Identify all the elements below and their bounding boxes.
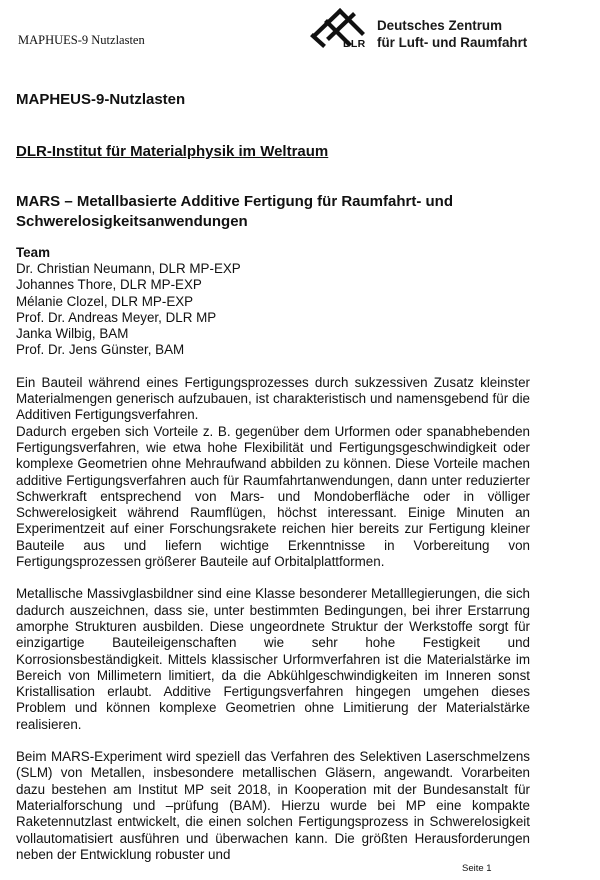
organization-line-1: Deutsches Zentrum [377,18,503,33]
logo-wordmark: DLR [343,38,366,50]
institute-heading: DLR-Institut für Materialphysik im Weltraum [16,143,329,160]
paragraph-intro: Ein Bauteil während eines Fertigungsprozesses durch sukzessiven Zusatz kleinster Materialmengen generisch aufzubauen, ist charakteristisch und namensgebend für die Additiven Fertigungsverfahren. [16,374,530,423]
experiment-title [16,192,530,232]
paragraph-mars-experiment: Beim MARS-Experiment wird speziell das Verfahren des Selektiven Laserschmelzens (SLM) von Metallen, insbesondere metallischen Gläsern, angewandt. Vorarbeiten dazu bestehen am Institut MP seit 2018, in Kooperation mit der Bundesanstalt für Materialforschung und –prüfung (BAM). Hierzu wurde bei MP eine kompakte Raketennutzlast entwickelt, die einen solchen Fertigungsprozess in Schwerelosigkeit vollautomatisiert ausführen und überwachen kann. Die größten Herausforderungen neben der Entwicklung robuster und [16,749,530,862]
team-member: Johannes Thore, DLR MP-EXP [16,277,202,293]
team-member: Prof. Dr. Jens Günster, BAM [16,342,185,358]
team-member: Dr. Christian Neumann, DLR MP-EXP [16,261,241,276]
team-member: Janka Wilbig, BAM [16,326,129,342]
team-member: Mélanie Clozel, DLR MP-EXP [16,293,194,309]
team-member: Prof. Dr. Andreas Meyer, DLR MP [16,309,217,325]
experiment-title-line-2: Schwerelosigkeitsanwendungen [16,213,248,230]
experiment-title-line-1: MARS – Metallbasierte Additive Fertigung für Raumfahrt- und [16,193,453,210]
page-title: MAPHEUS-9-Nutzlasten [16,91,186,108]
page-number: Seite 1 [462,863,492,874]
team-label: Team [16,245,50,260]
paragraph-metallic-glasses: Metallische Massivglasbildner sind eine Klasse besonderer Metalllegierungen, die sich dadurch auszeichnen, dass sie, unter bestimmten Bedingungen, bei ihrer Erstarrung amorphe Strukturen ausbilden. Diese ungeordnete Struktur der Werkstoffe sorgt für einzigartige Bauteileigenschaften wie sehr hohe Festigkeit und Korrosionsbeständigkeit. Mittels klassischer Urformverfahren ist die Materialstärke im Bereich von Millimetern limitiert, da die Abkühlgeschwindigkeiten im Inneren sonst Kristallisation erlaubt. Additive Fertigungsverfahren hingegen umgehen dieses Problem und können komplexe Geometrien ohne Limitierung der Materialstärke realisieren. [16,586,530,732]
organization-line-2: für Luft- und Raumfahrt [377,35,528,50]
document-body [16,90,530,863]
paragraph-advantages: Dadurch ergeben sich Vorteile z. B. gegenüber dem Urformen oder spanabhebenden Fertigungsverfahren, wie etwa hohe Flexibilität und Fertigungsgeschwindigkeit oder komplexe Geometrien ohne Mehraufwand abbilden zu können. Diese Vorteile machen additive Fertigungsverfahren auch für Raumfahrtanwendungen, dann unter reduzierter Schwerkraft entsprechend von Mars- und Mondoberfläche oder in völliger Schwerelosigkeit während Raumflügen, höchst interessant. Einige Minuten an Experimentzeit auf einer Forschungsrakete reichen hier bereits zur Fertigung kleiner Bauteile aus und liefern wichtige Erkenntnisse in Vorbereitung von Fertigungsprozessen größerer Bauteile auf Orbitalplattformen. [16,423,530,570]
organization-name [377,17,527,51]
header-left-text: MAPHUES-9 Nutzlasten [18,33,145,47]
team-list [16,261,530,359]
